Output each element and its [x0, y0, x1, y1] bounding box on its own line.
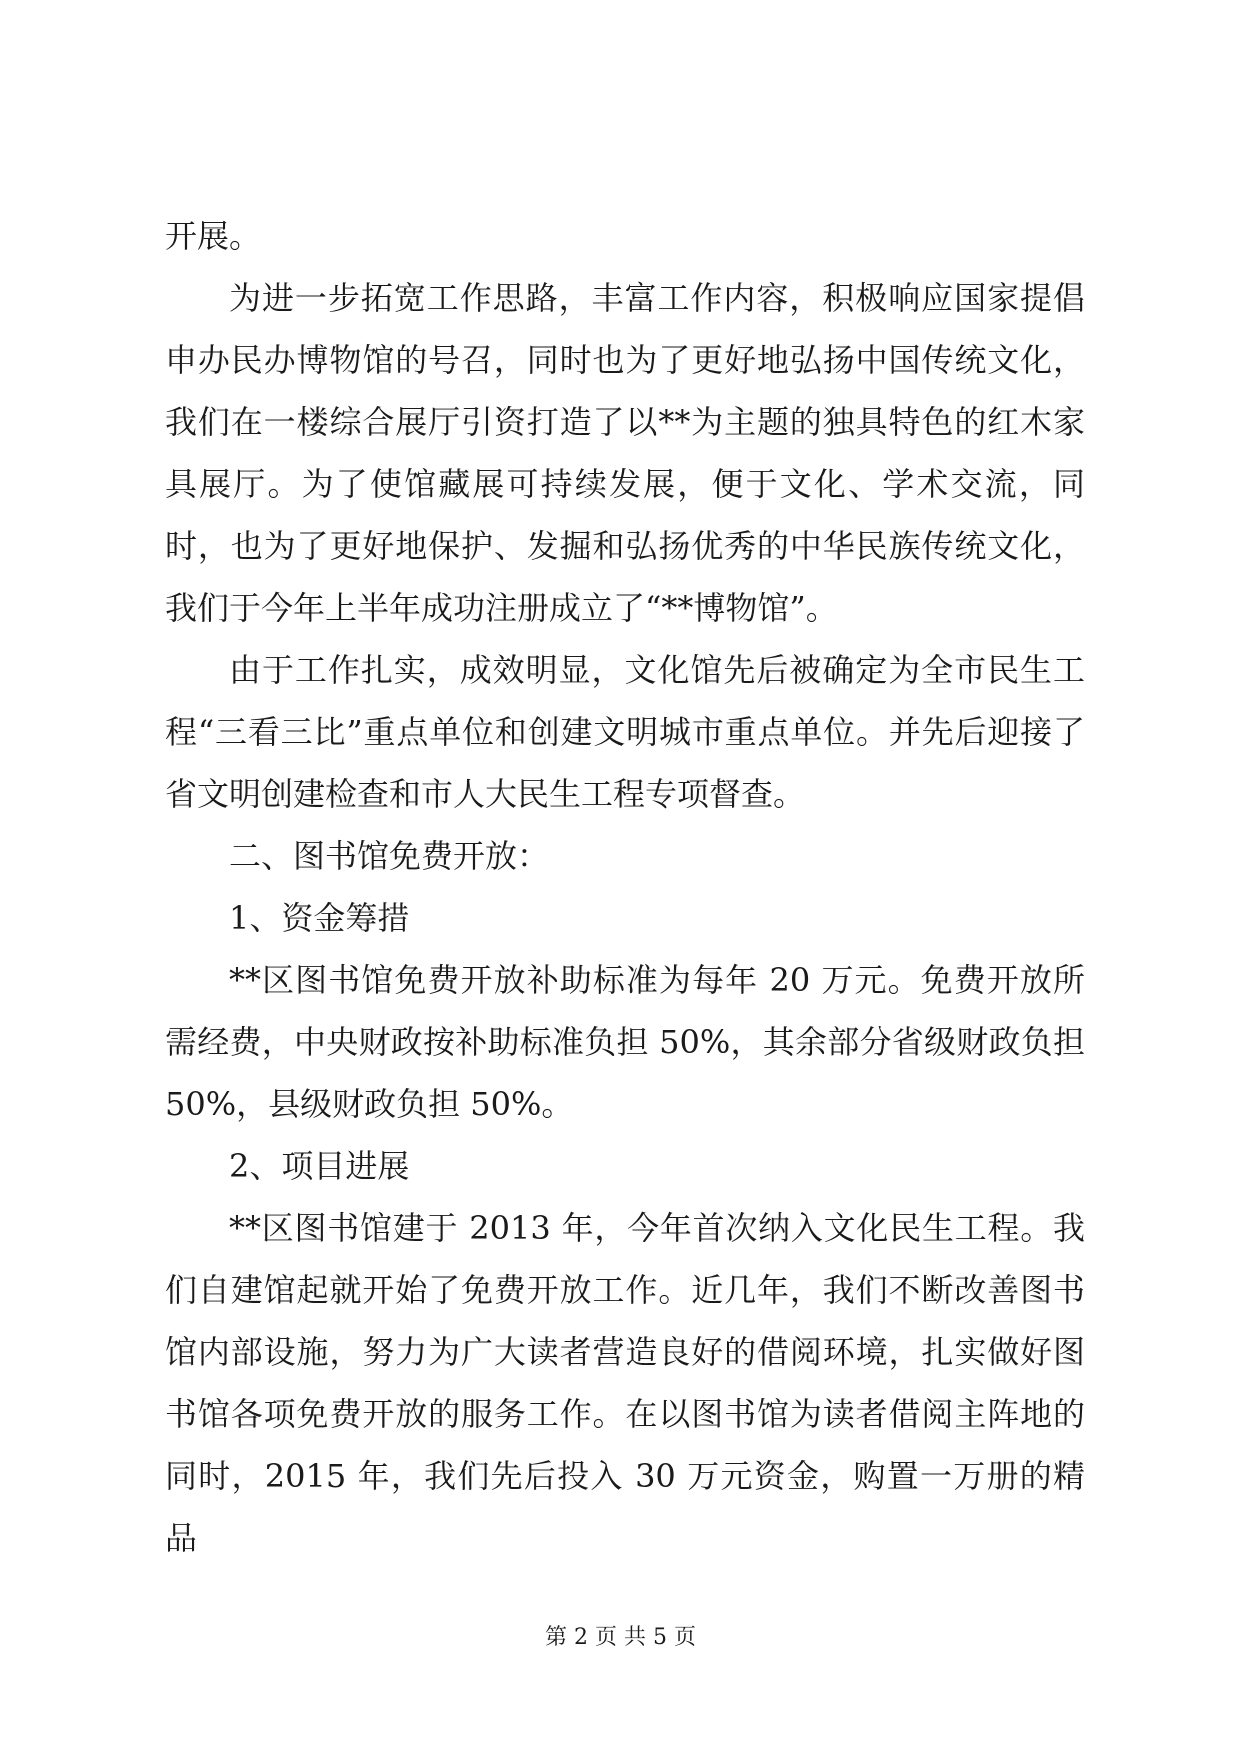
page-number-footer: 第 2 页 共 5 页: [545, 1625, 696, 1650]
section-heading-library: 二、图书馆免费开放：: [229, 837, 550, 875]
paragraph-continuation: 开展。: [165, 217, 262, 255]
document-body: [165, 205, 1085, 1569]
subheading-progress: 2、项目进展: [229, 1147, 410, 1185]
paragraph-progress: **区图书馆建于 2013 年，今年首次纳入文化民生工程。我们自建馆起就开始了免费开放工作。近几年，我们不断改善图书馆内部设施，努力为广大读者营造良好的借阅环境，扎实做好图书馆各项免费开放的服务工作。在以图书馆为读者借阅主阵地的同时，2015 年，我们先后投入 30 万元资金，购置一万册的精品: [165, 1209, 1085, 1557]
paragraph-achievements: 由于工作扎实，成效明显，文化馆先后被确定为全市民生工程“三看三比”重点单位和创建文明城市重点单位。并先后迎接了省文明创建检查和市人大民生工程专项督查。: [165, 651, 1085, 813]
paragraph-funding: **区图书馆免费开放补助标准为每年 20 万元。免费开放所需经费，中央财政按补助标准负担 50%，其余部分省级财政负担 50%，县级财政负担 50%。: [165, 961, 1085, 1123]
subheading-funding: 1、资金筹措: [229, 899, 410, 937]
paragraph-museum: 为进一步拓宽工作思路，丰富工作内容，积极响应国家提倡申办民办博物馆的号召，同时也为了更好地弘扬中国传统文化，我们在一楼综合展厅引资打造了以**为主题的独具特色的红木家具展厅。为了使馆藏展可持续发展，便于文化、学术交流，同时，也为了更好地保护、发掘和弘扬优秀的中华民族传统文化，我们于今年上半年成功注册成立了“**博物馆”。: [165, 279, 1085, 627]
